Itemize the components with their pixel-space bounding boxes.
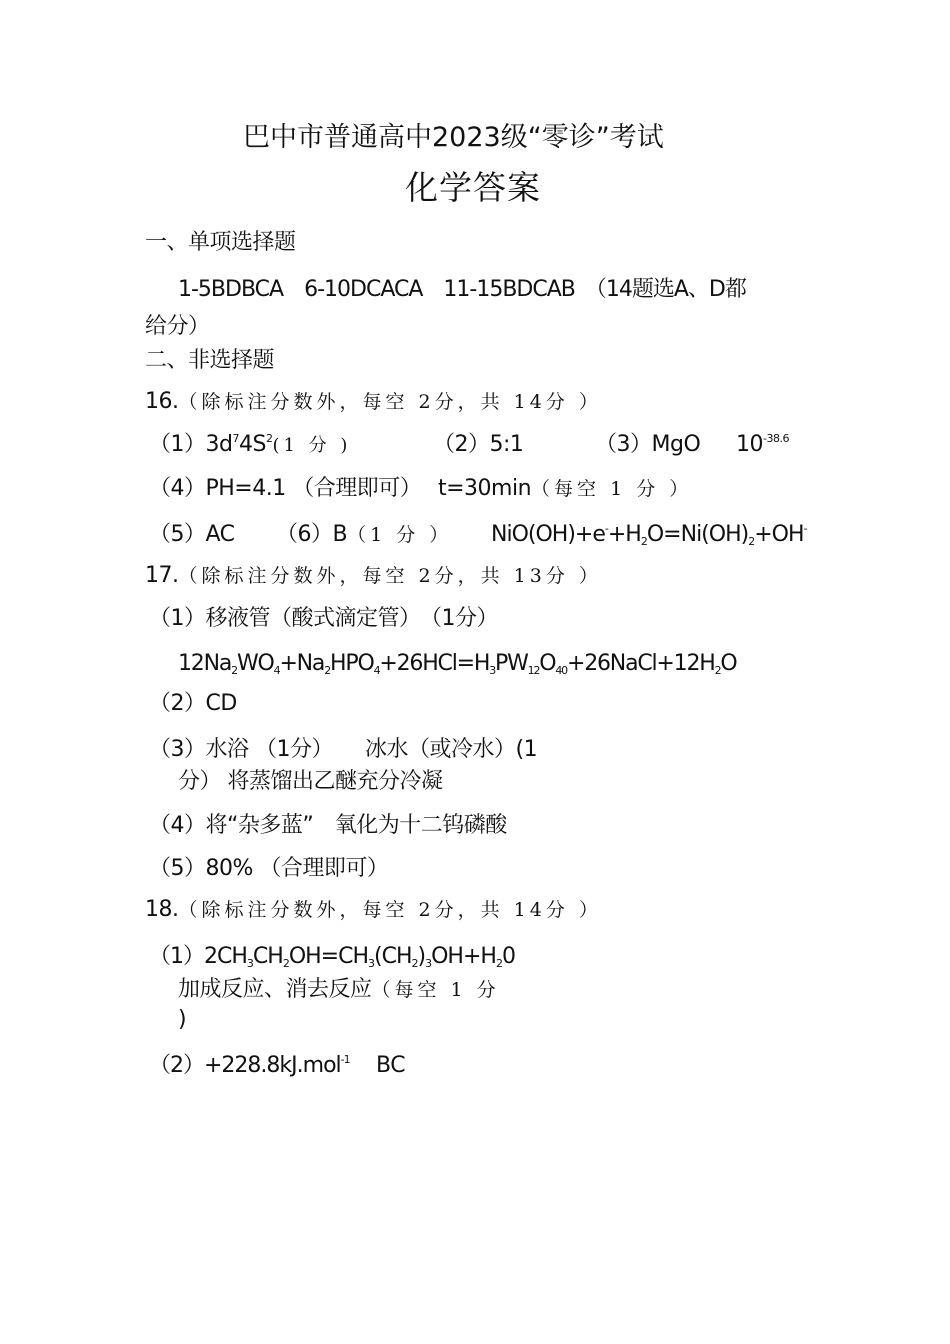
eq-sub: 2 <box>714 664 721 677</box>
q16-answer-4b <box>438 475 692 503</box>
q16-answer-4: （4）PH=4.1 （合理即可） <box>149 476 422 501</box>
eq-part: OH=CH <box>288 944 369 969</box>
q17-answer-3-line1: （3）水浴 （1分） 冰水（或冷水）(1 <box>149 737 538 762</box>
q16-1-sup-7: 7 <box>232 432 239 445</box>
eq-sub: 4 <box>373 664 380 677</box>
eq-part: O <box>539 651 556 676</box>
q18-2-enthalpy: （2）+228.8kJ.mol <box>149 1053 341 1078</box>
q18-header <box>145 896 602 924</box>
q18-answer-1b <box>178 976 500 1004</box>
q18-answer-2b: BC <box>376 1053 406 1078</box>
section2-heading: 二、非选择题 <box>145 348 275 373</box>
exam-title: 巴中市普通高中2023级“零诊”考试 <box>243 122 664 153</box>
q16-1-text-mid: 4S <box>238 432 266 457</box>
eq-sub: 2 <box>282 957 289 970</box>
eq-part: O <box>720 651 737 676</box>
q16-1-text: （1）3d <box>149 432 233 457</box>
eq-sub: 3 <box>425 957 432 970</box>
eq-sub: 3 <box>368 957 375 970</box>
eq-sub: 2 <box>231 664 237 677</box>
eq-sub: 2 <box>411 957 418 970</box>
q16-3-base: 10 <box>736 432 763 457</box>
q16-6-note: （1 分 ） <box>347 524 453 546</box>
q17-answer-4: （4）将“杂多蓝” 氧化为十二钨磷酸 <box>149 813 507 838</box>
q16-6-text: （6）B <box>276 522 348 547</box>
q16-header <box>145 388 602 416</box>
q16-equation <box>491 521 807 549</box>
eq-sub: 2 <box>324 664 331 677</box>
eq-sub: 4 <box>273 664 280 677</box>
eq-sup: - <box>604 522 608 535</box>
q18-answer-2 <box>149 1052 350 1080</box>
eq-part: O=Ni(OH) <box>646 522 749 547</box>
eq-sub: 3 <box>489 664 496 677</box>
q16-1-sup-2: 2 <box>265 432 273 445</box>
page-subtitle: 化学答案 <box>405 168 541 207</box>
eq-part: +OH <box>754 522 804 547</box>
q17-number: 17. <box>145 563 179 588</box>
eq-sub: 12 <box>527 664 540 677</box>
eq-part: PW <box>495 651 528 676</box>
q18-answer-1c: ) <box>178 1007 187 1032</box>
q18-number: 18. <box>145 897 179 922</box>
q17-answer-5: （5）80% （合理即可） <box>149 856 389 881</box>
q16-answer-6 <box>276 521 452 549</box>
q16-scoring-note: （除标注分数外，每空 2分，共 14分 ） <box>178 391 602 413</box>
q16-answer-2: （2）5:1 <box>433 432 524 457</box>
q16-4-note: （每空 1 分 ） <box>531 478 693 500</box>
q18-equation <box>149 943 515 971</box>
eq-part: (CH <box>374 944 412 969</box>
q16-3-exponent: -38.6 <box>763 432 789 445</box>
q16-number: 16. <box>145 389 179 414</box>
q17-answer-1: （1）移液管（酸式滴定管） （1分） <box>149 606 498 631</box>
mcq-answers-line1: 1-5BDBCA 6-10DCACA 11-15BDCAB （14题选A、D都 <box>178 277 746 302</box>
eq-sup: - <box>803 522 807 535</box>
q18-1-note: （每空 1 分 <box>371 979 500 1001</box>
q16-answer-3: （3）MgO <box>595 432 701 457</box>
eq-part: ) <box>417 944 426 969</box>
eq-part: CH <box>252 944 283 969</box>
eq-sub: 3 <box>246 957 253 970</box>
eq-part: +Na <box>279 651 325 676</box>
eq-part: OH+H <box>431 944 496 969</box>
q16-answer-1 <box>149 431 351 460</box>
eq-sub: 2 <box>495 957 502 970</box>
q17-answer-2: （2）CD <box>149 691 237 716</box>
eq-part: +26NaCl+12H <box>566 651 715 676</box>
eq-part: 12Na <box>178 651 232 676</box>
q16-4-time: t=30min <box>438 476 532 501</box>
eq-part: NiO(OH)+e <box>491 522 605 547</box>
eq-part: 0 <box>501 944 515 969</box>
eq-part: （1）2CH <box>149 944 247 969</box>
mcq-answers-line2: 给分） <box>145 314 210 339</box>
q18-2-unit-exponent: -1 <box>340 1053 350 1066</box>
q18-1-reaction-types: 加成反应、消去反应 <box>178 977 372 1002</box>
eq-sub: 2 <box>748 535 755 548</box>
q16-answer-3-ksp <box>736 431 789 459</box>
q18-scoring-note: （除标注分数外，每空 2分，共 14分 ） <box>178 899 602 921</box>
q17-scoring-note: （除标注分数外，每空 2分，共 13分 ） <box>178 565 602 587</box>
q16-1-note: (1 分 ) <box>272 435 352 456</box>
q17-header <box>145 562 602 590</box>
eq-part: WO <box>236 651 274 676</box>
eq-sub: 40 <box>555 664 567 677</box>
section1-heading: 一、单项选择题 <box>145 230 296 255</box>
eq-part: +26HCl=H <box>379 651 490 676</box>
q17-equation <box>178 650 737 678</box>
eq-part: HPO <box>330 651 374 676</box>
eq-sub: 2 <box>640 535 647 548</box>
q16-answer-5: （5）AC <box>149 522 235 547</box>
q17-answer-3-line2: 分） 将蒸馏出乙醚充分冷凝 <box>178 769 443 794</box>
eq-part: +H <box>607 522 641 547</box>
